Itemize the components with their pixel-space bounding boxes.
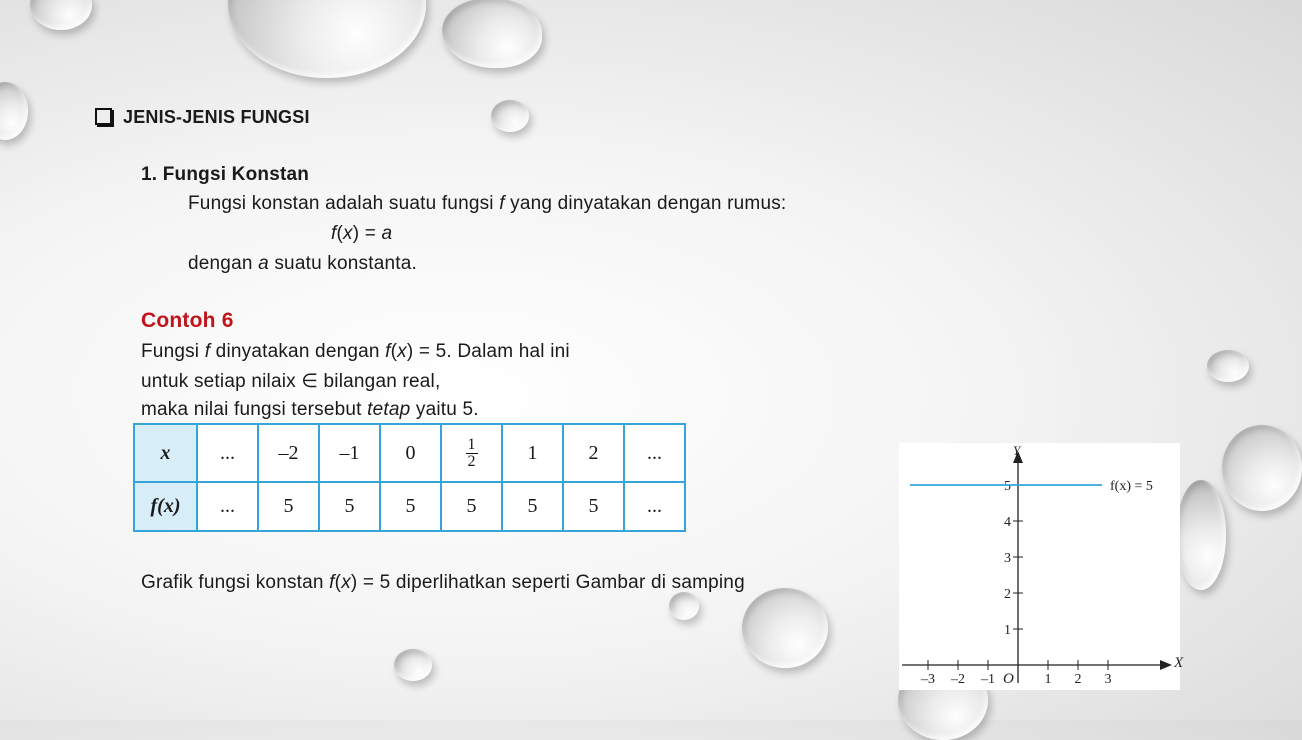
graph-caption: [141, 572, 745, 594]
water-drop-decoration: [1176, 480, 1226, 590]
water-drop-decoration: [30, 0, 92, 30]
definition-line: [188, 193, 786, 215]
text: maka nilai fungsi tersebut: [141, 399, 368, 420]
y-axis-label: Y: [1013, 443, 1021, 458]
table-cell: –2: [258, 424, 319, 482]
water-drop-decoration: [1207, 350, 1249, 382]
table-cell: 1: [502, 424, 563, 482]
table-cell: 5: [319, 482, 380, 531]
table-cell: ...: [197, 424, 258, 482]
water-drop-decoration: [1222, 425, 1302, 511]
var-f: f: [499, 193, 505, 214]
text: yang dinyatakan dengan rumus:: [504, 193, 787, 214]
table-row-fx: [134, 482, 685, 531]
x-axis-arrow: [1160, 660, 1172, 670]
text: dengan: [188, 253, 259, 274]
constant-function-graph: [899, 443, 1184, 690]
text: Fungsi konstan adalah suatu fungsi: [188, 193, 500, 214]
y-tick-label: 3: [1004, 551, 1011, 566]
text: dinyatakan dengan: [210, 341, 386, 362]
text: ) =: [352, 223, 382, 244]
fraction-denominator: 2: [467, 452, 476, 470]
text: suatu konstanta.: [268, 253, 417, 274]
x-axis-label: X: [1174, 655, 1184, 671]
fraction-one-half: [466, 437, 478, 470]
table-cell: 5: [441, 482, 502, 531]
row-label-x: x: [134, 424, 197, 482]
x-tick-label: 2: [1074, 672, 1082, 687]
example-title: Contoh 6: [141, 309, 234, 332]
table-cell: ...: [624, 482, 685, 531]
series-label: f(x) = 5: [1110, 479, 1153, 494]
x-tick-label: –2: [951, 672, 965, 687]
table-cell: 5: [502, 482, 563, 531]
table-cell: ...: [197, 482, 258, 531]
origin-label: O: [1003, 671, 1014, 687]
table-cell: 5: [380, 482, 441, 531]
y-tick-label: 1: [1004, 623, 1011, 638]
text: (: [336, 223, 344, 244]
text: (: [390, 341, 398, 362]
text: (: [334, 572, 342, 593]
water-drop-decoration: [491, 100, 529, 132]
x-tick-label: –1: [981, 672, 995, 687]
text: Fungsi: [141, 341, 205, 362]
table-cell: –1: [319, 424, 380, 482]
var-f: f: [204, 341, 211, 362]
water-drop-decoration: [742, 588, 828, 668]
var-f: f: [331, 223, 337, 244]
example-line-3: [141, 399, 479, 421]
text: ) = 5. Dalam hal ini: [406, 341, 570, 362]
emphasis-tetap: tetap: [367, 399, 411, 420]
var-x: x: [341, 572, 351, 593]
var-f: f: [385, 341, 391, 362]
example-line-2: untuk setiap nilaix ∈ bilangan real,: [141, 371, 441, 392]
table-cell: 5: [258, 482, 319, 531]
fraction-numerator: 1: [467, 435, 476, 453]
table-cell: ...: [624, 424, 685, 482]
water-drop-decoration: [0, 82, 28, 140]
y-tick-label: 4: [1004, 515, 1011, 530]
var-x: x: [397, 341, 407, 362]
x-tick-label: 1: [1044, 672, 1052, 687]
text: yaitu 5.: [410, 399, 479, 420]
var-x: x: [343, 223, 353, 244]
formula-line: [331, 223, 392, 245]
definition-note: [188, 253, 417, 275]
water-drop-decoration: [669, 592, 699, 620]
graph-svg: [899, 443, 1184, 690]
table-cell: 0: [380, 424, 441, 482]
var-f: f: [329, 572, 335, 593]
text: ) = 5 diperlihatkan seperti Gambar di samping: [350, 572, 745, 593]
table-cell: 5: [563, 482, 624, 531]
example-line-1: [141, 341, 570, 363]
water-drop-decoration: [394, 649, 432, 681]
table-row-x: [134, 424, 685, 482]
var-a: a: [258, 253, 269, 274]
var-a: a: [381, 223, 393, 244]
water-drop-decoration: [228, 0, 426, 78]
x-tick-label: 3: [1104, 672, 1112, 687]
y-tick-label: 2: [1004, 587, 1011, 602]
text: Grafik fungsi konstan: [141, 572, 330, 593]
water-drop-decoration: [442, 0, 542, 68]
function-value-table: [133, 423, 686, 532]
section-title: JENIS-JENIS FUNGSI: [123, 107, 310, 127]
x-tick-label: –3: [921, 672, 935, 687]
table-cell: 2: [563, 424, 624, 482]
table-cell-fraction: [441, 424, 502, 482]
row-label-fx: f(x): [134, 482, 197, 531]
y-tick-label: 5: [1004, 479, 1011, 494]
checkbox-bullet-icon: [95, 108, 112, 125]
subsection-heading: 1. Fungsi Konstan: [141, 164, 310, 185]
